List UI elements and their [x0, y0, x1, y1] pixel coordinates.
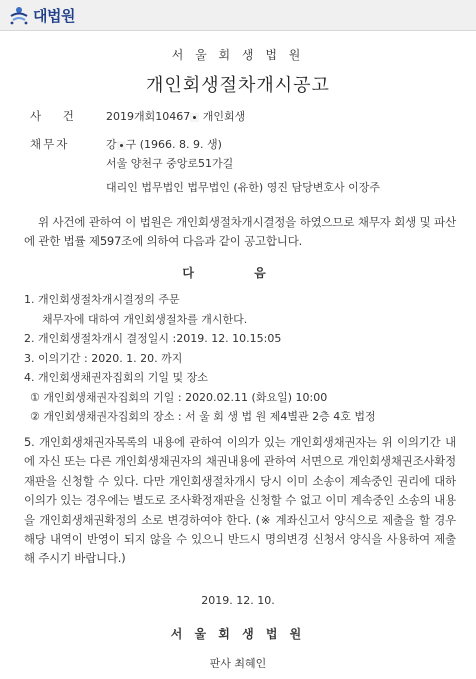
judge-name: 판사 최혜인	[209, 657, 267, 670]
logo-text: 대법원	[33, 7, 75, 25]
masked-character	[190, 113, 199, 122]
list-item: 채무자에 대하여 개인회생절차를 개시한다.	[42, 312, 248, 326]
debtor-agent: 대리인 법무법인 법무법인 (유한) 영진 담당변호사 이장주	[106, 181, 380, 194]
case-value	[106, 108, 245, 124]
list-item: ① 개인회생채권자집회의 기일 : 2020.02.11 (화요일) 10:00	[30, 390, 328, 404]
list-item: 2. 개인회생절차개시 결정일시 :2019. 12. 10.15:05	[24, 332, 282, 345]
court-emblem-icon	[8, 6, 30, 26]
court-name-bottom: 서 울 회 생 법 원	[170, 627, 306, 641]
list-item: 3. 이의기간 : 2020. 1. 20. 까지	[24, 351, 183, 365]
court-logo[interactable]	[8, 5, 75, 26]
debtor-label: 채무자	[30, 137, 70, 151]
debtor-name	[106, 136, 222, 152]
case-type: 개인회생	[199, 110, 246, 123]
list-item: 1. 개인회생절차개시결정의 주문	[24, 293, 180, 306]
debtor-name-rest: 구 (1966. 8. 9. 생)	[125, 138, 222, 151]
section-heading: 다 음	[182, 266, 294, 280]
debtor-address: 서울 양천구 중앙로51가길	[106, 157, 234, 170]
court-name-top: 서 울 회 생 법 원	[171, 48, 305, 62]
list-item-5: 5. 개인회생채권자목록의 내용에 관하여 이의가 있는 개인회생채권자는 위 이의기간 내에 자신 또는 다른 개인회생채권자의 채권내용에 관하여 서면으로 개인회생채권조사확정재판을 신청할 수 있다. 다만 개인회생절차개시 당시 이미 소송이 계속중인 권리에 대하 이의가 있는 경우에는 별도로 조사확정재판을 신청할 수 없고 이미 계속중인 소송의 내용을 개인회생채권확정의 소로 변경하여야 한다. (※ 계좌신고서 양식으로 제출을 할 경우 해당 내역이 반영이 되지 않을 수 있으니 반드시 명의변경 신청서 양식을 사용하여 제출해 주시기 바랍니다.)	[24, 435, 456, 566]
debtor-name-first: 강	[106, 138, 117, 151]
case-label: 사 건	[30, 109, 83, 123]
masked-character	[117, 141, 126, 150]
case-number: 2019개회10467	[106, 110, 191, 123]
top-bar	[0, 0, 476, 31]
notice-items	[24, 290, 456, 427]
list-item: 4. 개인회생채권자집회의 기일 및 장소	[24, 371, 208, 384]
intro-paragraph: 위 사건에 관하여 이 법원은 개인회생절차개시결정을 하였으므로 채무자 회생 및 파산에 관한 법률 제597조에 의하여 다음과 같이 공고합니다.	[24, 215, 456, 248]
notice-title: 개인회생절차개시공고	[146, 75, 330, 96]
list-item: ② 개인회생채권자집회의 장소 : 서 울 회 생 법 원 제4별관 2층 4호 법정	[30, 410, 376, 423]
notice-date: 2019. 12. 10.	[201, 594, 275, 607]
